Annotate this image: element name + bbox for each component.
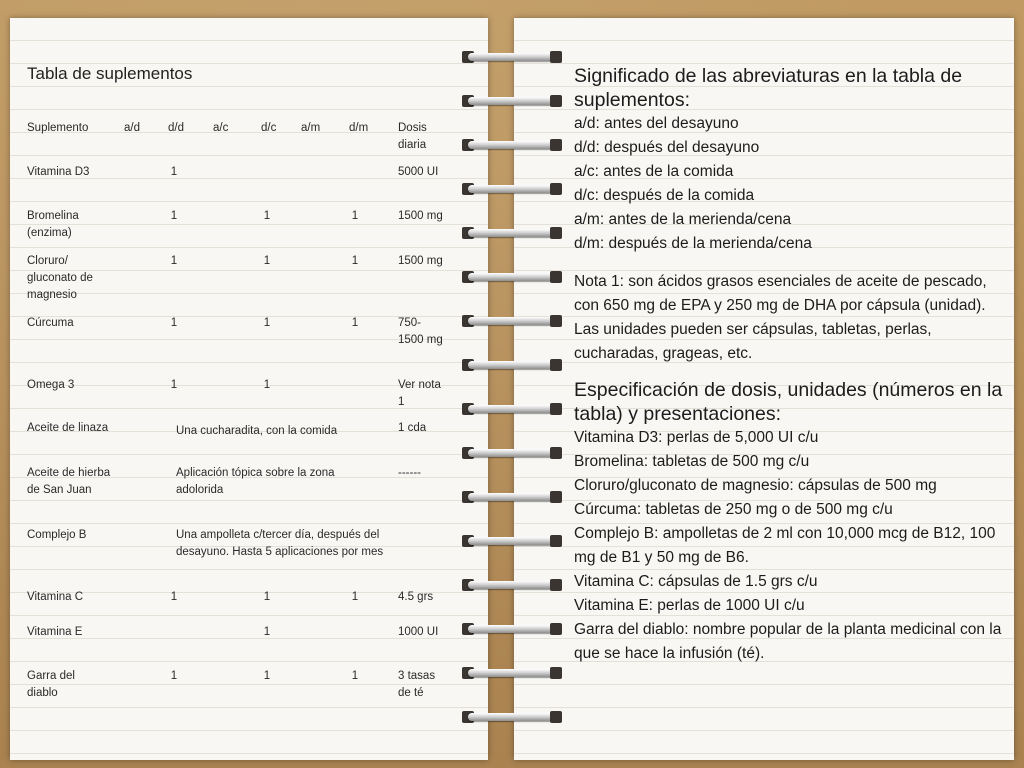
row-dd: 1 [170,166,178,178]
specification-item: Cloruro/gluconato de magnesio: cápsulas de 500 mg [574,477,937,494]
row-dc: 1 [263,626,271,638]
specification-item: Bromelina: tabletas de 500 mg c/u [574,453,810,470]
row-name: Garra del diablo [27,670,75,699]
abbreviation-item: d/c: después de la comida [574,187,755,204]
spiral-ring [458,226,566,240]
row-name: Vitamina E [27,626,83,638]
supplements-table-title: Tabla de suplementos [27,64,193,83]
spiral-ring [458,358,566,372]
row-dosis: 1500 mg [398,255,443,267]
row-dc: 1 [263,210,271,222]
row-name: Aceite de hierba de San Juan [27,467,111,496]
spiral-ring [458,182,566,196]
header-am: a/m [301,122,321,134]
header-suplemento: Suplemento [27,122,89,134]
row-dosis: 750- 1500 mg [398,317,443,346]
row-dosis: 1000 UI [398,626,439,638]
row-dosis: 3 tasas de té [398,670,436,699]
specification-item: Garra del diablo: nombre popular de la planta medicinal con la que se hace la infusión (té). [574,621,1002,662]
row-dosis: ------ [398,467,421,479]
row-dosis: 1 cda [398,422,427,434]
right-page-content [574,64,1004,666]
spiral-ring [458,402,566,416]
row-name: Vitamina C [27,591,84,603]
row-dd: 1 [170,317,178,329]
spiral-ring [458,446,566,460]
row-dm: 1 [351,317,359,329]
specification-item: Complejo B: ampolletas de 2 ml con 10,000 mcg de B12, 100 mg de B1 y 50 mg de B6. [574,525,996,566]
specification-item: Vitamina E: perlas de 1000 UI c/u [574,597,805,614]
row-dm: 1 [351,210,359,222]
row-dosis: 4.5 grs [398,591,434,603]
header-dm: d/m [349,122,369,134]
row-dosis: 5000 UI [398,166,439,178]
table-header-row [27,120,447,154]
spiral-ring [458,138,566,152]
spiral-ring [458,710,566,724]
row-instructions: Una cucharadita, con la comida [176,425,338,437]
row-dd: 1 [170,210,178,222]
specification-heading: Especificación de dosis, unidades (números en la tabla) y presentaciones: [574,379,1003,425]
spiral-ring [458,622,566,636]
abbreviation-item: a/d: antes del desayuno [574,115,739,132]
spiral-ring [458,578,566,592]
row-dm: 1 [351,670,359,682]
row-instructions: Aplicación tópica sobre la zona adolorida [176,467,335,496]
abbreviation-item: d/d: después del desayuno [574,139,760,156]
row-dc: 1 [263,379,271,391]
spiral-ring [458,534,566,548]
spiral-ring [458,314,566,328]
spiral-binding [458,30,568,730]
row-dm: 1 [351,255,359,267]
row-name: Omega 3 [27,379,75,391]
row-dm: 1 [351,591,359,603]
row-dc: 1 [263,255,271,267]
row-dc: 1 [263,317,271,329]
spiral-ring [458,490,566,504]
row-dc: 1 [263,670,271,682]
row-name: Complejo B [27,529,87,541]
specification-item: Cúrcuma: tabletas de 250 mg o de 500 mg c/u [574,501,893,518]
header-ac: a/c [213,122,229,134]
row-name: Cloruro/ gluconato de magnesio [27,255,93,301]
row-name: Cúrcuma [27,317,74,329]
spiral-ring [458,666,566,680]
note-1: Nota 1: son ácidos grasos esenciales de aceite de pescado, con 650 mg de EPA y 250 mg de DHA por cápsula (unidad). Las unidades pueden ser cápsulas, tabletas, perlas, cucharadas, grageas, etc. [574,273,987,362]
spiral-ring [458,270,566,284]
row-instructions: Una ampolleta c/tercer día, después del desayuno. Hasta 5 aplicaciones por mes [176,529,384,558]
row-dd: 1 [170,670,178,682]
row-dosis: 1500 mg [398,210,443,222]
row-name: Vitamina D3 [27,166,90,178]
spiral-ring [458,94,566,108]
row-dd: 1 [170,591,178,603]
row-name: Bromelina (enzima) [27,210,79,239]
row-dd: 1 [170,379,178,391]
row-dc: 1 [263,591,271,603]
specification-item: Vitamina C: cápsulas de 1.5 grs c/u [574,573,818,590]
spiral-ring [458,50,566,64]
row-dosis: Ver nota 1 [398,379,441,408]
header-dosis: Dosis diaria [398,122,427,151]
row-name: Aceite de linaza [27,422,109,434]
header-dd: d/d [168,122,184,134]
abbreviations-heading: Significado de las abreviaturas en la tabla de suplementos: [574,65,963,111]
abbreviation-item: a/m: antes de la merienda/cena [574,211,792,228]
specification-item: Vitamina D3: perlas de 5,000 UI c/u [574,429,819,446]
row-dd: 1 [170,255,178,267]
header-ad: a/d [124,122,140,134]
abbreviation-item: d/m: después de la merienda/cena [574,235,812,252]
header-dc: d/c [261,122,277,134]
abbreviation-item: a/c: antes de la comida [574,163,734,180]
